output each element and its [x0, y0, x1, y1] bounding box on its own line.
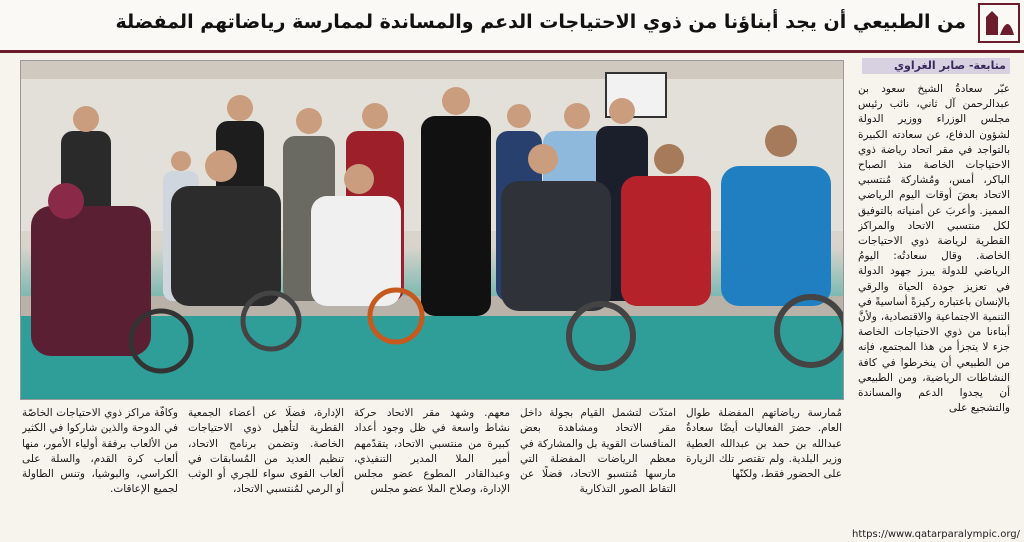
- article-column-5: وكافّة مراكز ذوي الاحتياجات الخاصّة في الدوحة والذين شاركوا في الكثير من الألعاب برفقة أولياء الأمور، منها ألعاب كرة القدم، والسلة على الكراسي، والبوشيا، وتنس الطاولة لجميع الإعاقات.: [22, 407, 178, 496]
- article-column-4: الإدارة، فضلًا عن أعضاء الجمعية القطرية لتأهيل ذوي الاحتياجات الخاصة. وتضمن برنامج الاتحاد، تنظيم العديد من المُسابقات في ألعاب القوى سواء للجري أو الوثب أو الرمي لمُنتسبي الاتحاد،: [188, 407, 344, 496]
- article-column-1: مُمارسة رياضاتهم المفضلة طوال العام. حضرَ الفعاليات أيضًا سعادةُ عبدالله بن حمد بن عبدالله العطية وزير البلدية. ولم تقتصر تلك الزيارة على الحضور فقط، ولكنّها: [686, 407, 842, 481]
- photo-illustration: [21, 61, 843, 399]
- article-bottom-columns: [20, 406, 842, 542]
- headline: من الطبيعي أن يجد أبناؤنا من ذوي الاحتياجات الدعم والمساندة لممارسة رياضاتهم المفضلة: [115, 11, 966, 33]
- event-photo: [20, 60, 844, 400]
- article-column-right: عبّر سعادةُ الشيخ سعود بن عبدالرحمن آل ثاني، نائب رئيس مجلس الوزراء ووزير الدولة لشؤون الدفاع، عن سعادته الكبيرة بالتواجد في مقر اتحاد رياضة ذوي الاحتياجات الخاصة منذ الصباح الباكر، أمس، ومُشاركة مُنتسبي الاتحاد بعضَ أوقات اليوم الرياضي المميز. وأعربَ عن أمنياته بالتوفيق لكل منتسبي الاتحاد والمراكز القطرية لرياضة ذوي الاحتياجات الخاصة. وقال سعادتُه: اليومُ الرياضي للدولة يبرز جهود الدولة في تعزيز جودة الحياة والرقي بالإنسان باعتباره ركيزةً أساسيةً في التنمية الاجتماعية والاقتصادية، ولأنَّ أبناءنا من ذوي الاحتياجات الخاصة جزء لا يتجزأ من هذا المجتمع، فإنه من الطبيعي أن ينخرطوا في كافة النشاطات الرياضية، ومن الطبيعي أن يجدوا الدعم والمساندة والتشجيع على: [858, 83, 1010, 415]
- headline-bar: [0, 0, 1024, 53]
- newspaper-logo-icon: [978, 3, 1020, 43]
- article-column-2: امتدّت لتشمل القيام بجولة داخل مقر الاتحاد ومشاهدة بعض المنافسات القوية بل والمشاركة في معظم الرياضات المفضلة التي مارسها مُنتسبو الاتحاد، فضلًا عن التقاط الصور التذكارية: [520, 407, 676, 496]
- source-url[interactable]: https://www.qatarparalympic.org/: [851, 529, 1020, 540]
- byline: متابعة- صابر الغراوي: [862, 58, 1010, 74]
- article-column-3: معهم. وشهد مقر الاتحاد حركة نشاط واسعة في ظل وجود أعداد كبيرة من منتسبي الاتحاد، يتقدّمهم أمير الملا المدير التنفيذي، وعبدالقادر المطوع عضو مجلس الإدارة، وصلاح الملا عضو مجلس: [354, 407, 510, 496]
